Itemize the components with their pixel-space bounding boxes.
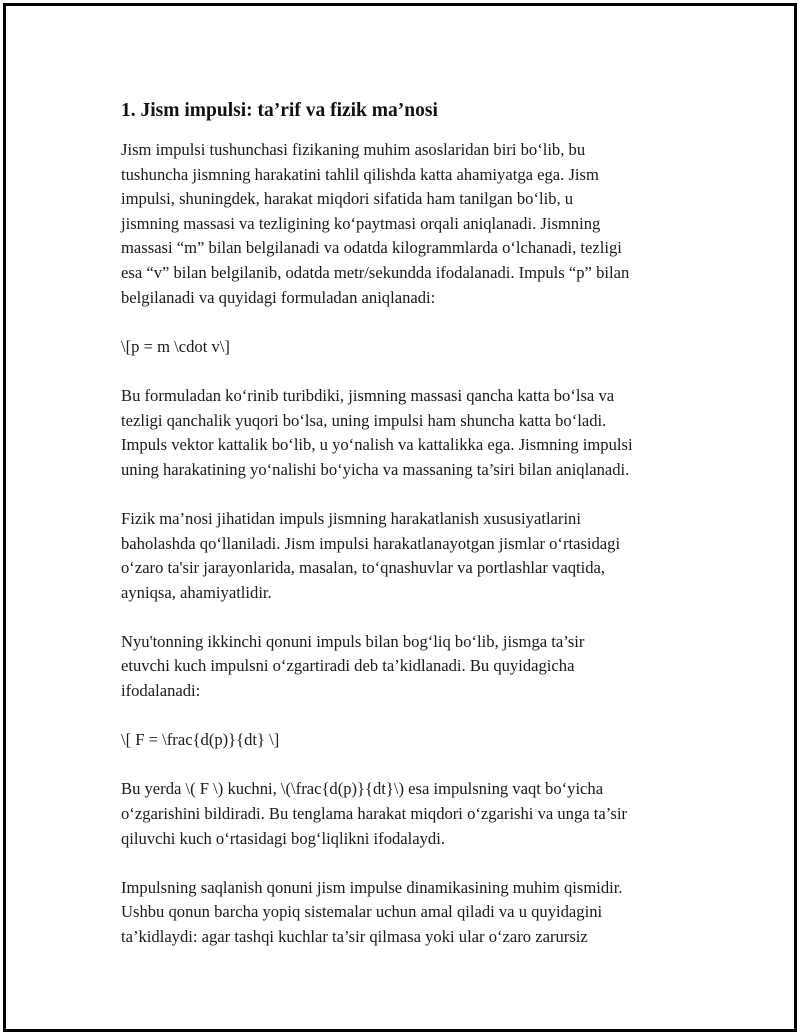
text-line: belgilanadi va quyidagi formuladan aniqlanadi: [121,287,436,307]
text-line: esa “v” bilan belgilanib, odatda metr/sekundda ifodalanadi. Impuls “p” bilan [121,262,630,282]
text-line: Bu yerda \( F \) kuchni, \(\frac{d(p)}{dt}\) esa impulsning vaqt bo‘yicha [121,779,604,799]
text-line: jismning massasi va tezligining ko‘paytmasi orqali aniqlanadi. Jismning [121,213,601,233]
text-line: Jism impulsi tushunchasi fizikaning muhim asoslaridan biri bo‘lib, bu [121,140,586,159]
paragraph-newton-second-law [121,630,691,704]
text-line: o‘zgarishini bildiradi. Bu tenglama harakat miqdori o‘zgarishi va unga ta’sir [121,804,627,824]
paragraph-force-explanation [121,777,691,851]
paragraph-physical-meaning [121,507,691,605]
text-line: Ushbu qonun barcha yopiq sistemalar uchun amal qiladi va u quyidagini [121,902,603,922]
text-line: baholashda qo‘llaniladi. Jism impulsi harakatlanayotgan jismlar o‘rtasidagi [121,533,621,553]
document-content [121,98,691,974]
text-line: massasi “m” bilan belgilanadi va odatda kilogrammlarda o‘lchanadi, tezligi [121,238,622,258]
formula-momentum: \[p = m \cdot v\] [121,336,230,356]
paragraph-definition [121,138,691,310]
page-frame [3,3,797,1032]
text-line: o‘zaro ta'sir jarayonlarida, masalan, to‘qnashuvlar va portlashlar vaqtida, [121,558,606,578]
text-line: qiluvchi kuch o‘rtasidagi bog‘liqlikni ifodalaydi. [121,828,445,848]
text-line: Impulsning saqlanish qonuni jism impulse dinamikasining muhim qismidir. [121,877,623,897]
text-line: uning harakatining yo‘nalishi bo‘yicha va massaning ta’siri bilan aniqlanadi. [121,459,630,479]
paragraph-conservation-law [121,876,691,950]
text-line: Bu formuladan ko‘rinib turibdiki, jismning massasi qancha katta bo‘lsa va [121,385,615,405]
text-line: Impuls vektor kattalik bo‘lib, u yo‘nalish va kattalikka ega. Jismning impulsi [121,435,633,455]
text-line: ayniqsa, ahamiyatlidir. [121,582,272,602]
text-line: tushuncha jismning harakatini tahlil qilishda katta ahamiyatga ega. Jism [121,164,599,184]
text-line: impulsi, shuningdek, harakat miqdori sifatida ham tanilgan bo‘lib, u [121,189,574,209]
paragraph-formula-explanation [121,384,691,482]
text-line: etuvchi kuch impulsni o‘zgartiradi deb ta’kidlanadi. Bu quyidagicha [121,656,575,676]
text-line: Nyu'tonning ikkinchi qonuni impuls bilan bog‘liq bo‘lib, jismga ta’sir [121,631,585,651]
text-line: Fizik ma’nosi jihatidan impuls jismning harakatlanish xususiyatlarini [121,508,581,528]
formula-force: \[ F = \frac{d(p)}{dt} \] [121,730,280,750]
section-heading: 1. Jism impulsi: ta’rif va fizik ma’nosi [121,100,438,121]
text-line: ta’kidlaydi: agar tashqi kuchlar ta’sir qilmasa yoki ular o‘zaro zarursiz [121,927,588,946]
text-line: tezligi qanchalik yuqori bo‘lsa, uning impulsi ham shuncha katta bo‘ladi. [121,410,607,430]
text-line: ifodalanadi: [121,681,201,701]
